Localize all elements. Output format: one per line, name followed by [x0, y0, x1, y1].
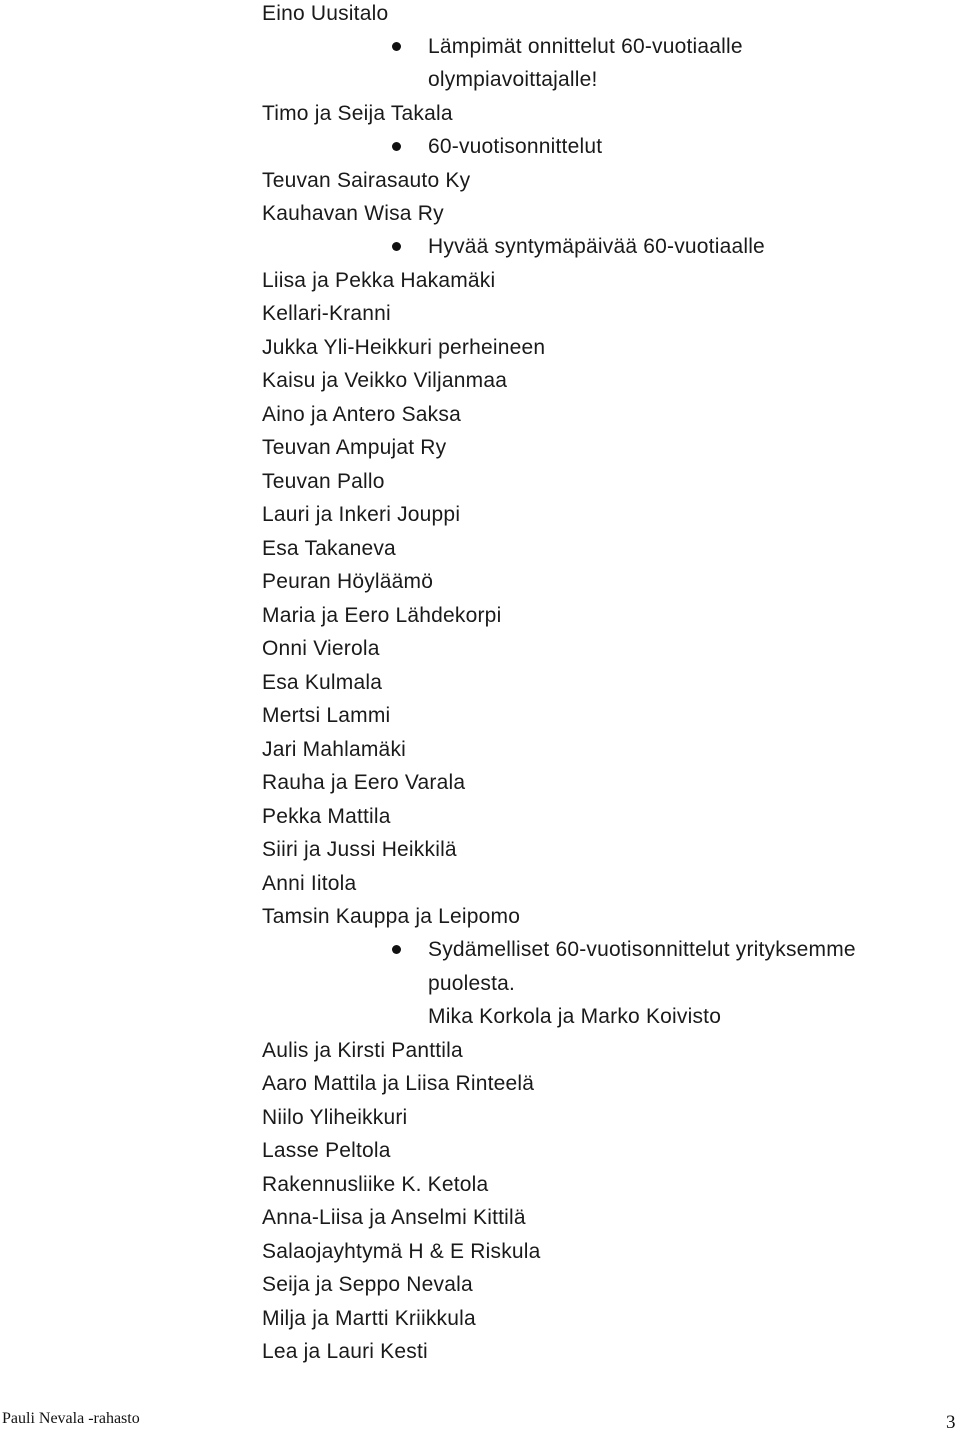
- sender-line: Onni Vierola: [262, 637, 380, 660]
- sender-line: Lea ja Lauri Kesti: [262, 1340, 428, 1363]
- greeting-line: Hyvää syntymäpäivää 60-vuotiaalle: [428, 235, 765, 258]
- sender-line: Kellari-Kranni: [262, 302, 391, 325]
- sender-line: Salaojayhtymä H & E Riskula: [262, 1240, 541, 1263]
- sender-line: Milja ja Martti Kriikkula: [262, 1307, 476, 1330]
- sender-line: Teuvan Ampujat Ry: [262, 436, 447, 459]
- greeting-line: puolesta.: [428, 972, 516, 995]
- sender-line: Kauhavan Wisa Ry: [262, 202, 444, 225]
- sender-line: Pekka Mattila: [262, 805, 391, 828]
- sender-line: Jukka Yli-Heikkuri perheineen: [262, 336, 546, 359]
- sender-line: Niilo Yliheikkuri: [262, 1106, 408, 1129]
- sender-line: Lasse Peltola: [262, 1139, 391, 1162]
- sender-line: Eino Uusitalo: [262, 2, 389, 25]
- sender-line: Jari Mahlamäki: [262, 738, 407, 761]
- bullet-icon: [392, 142, 401, 151]
- sender-line: Maria ja Eero Lähdekorpi: [262, 604, 502, 627]
- sender-line: Kaisu ja Veikko Viljanmaa: [262, 369, 508, 392]
- bullet-icon: [392, 945, 401, 954]
- bullet-icon: [392, 42, 401, 51]
- sender-line: Peuran Höyläämö: [262, 570, 434, 593]
- sender-line: Aulis ja Kirsti Panttila: [262, 1039, 463, 1062]
- greeting-line: Lämpimät onnittelut 60-vuotiaalle: [428, 35, 743, 58]
- sender-line: Teuvan Pallo: [262, 470, 385, 493]
- sender-line: Rauha ja Eero Varala: [262, 771, 466, 794]
- page-number: 3: [946, 1412, 956, 1433]
- sender-line: Tamsin Kauppa ja Leipomo: [262, 905, 521, 928]
- bullet-icon: [392, 242, 401, 251]
- sender-line: Anna-Liisa ja Anselmi Kittilä: [262, 1206, 526, 1229]
- sender-line: Esa Kulmala: [262, 671, 383, 694]
- sender-line: Anni Iitola: [262, 872, 357, 895]
- sender-line: Liisa ja Pekka Hakamäki: [262, 269, 496, 292]
- sender-line: Rakennusliike K. Ketola: [262, 1173, 489, 1196]
- greeting-line: 60-vuotisonnittelut: [428, 135, 603, 158]
- footer-source: Pauli Nevala -rahasto: [2, 1410, 140, 1427]
- sender-line: Timo ja Seija Takala: [262, 102, 453, 125]
- sender-line: Mika Korkola ja Marko Koivisto: [428, 1005, 722, 1028]
- sender-line: Aino ja Antero Saksa: [262, 403, 461, 426]
- greeting-line: Sydämelliset 60-vuotisonnittelut yrityksemme: [428, 938, 856, 961]
- greeting-line: olympiavoittajalle!: [428, 68, 598, 91]
- sender-line: Seija ja Seppo Nevala: [262, 1273, 473, 1296]
- sender-line: Mertsi Lammi: [262, 704, 391, 727]
- sender-line: Siiri ja Jussi Heikkilä: [262, 838, 457, 861]
- sender-line: Esa Takaneva: [262, 537, 396, 560]
- sender-line: Lauri ja Inkeri Jouppi: [262, 503, 461, 526]
- sender-line: Aaro Mattila ja Liisa Rinteelä: [262, 1072, 535, 1095]
- sender-line: Teuvan Sairasauto Ky: [262, 169, 471, 192]
